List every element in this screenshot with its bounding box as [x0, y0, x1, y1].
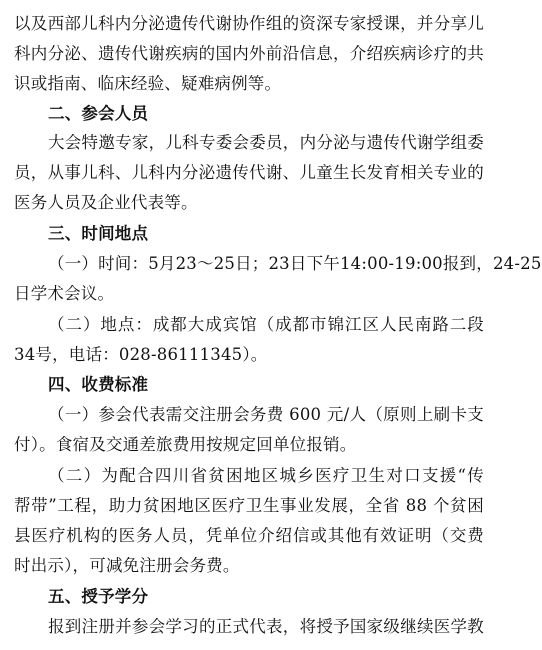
paragraph-line: 帮带”工程，助力贫困地区医疗卫生事业发展，全省 88 个贫困: [14, 496, 484, 515]
paragraph-line: 医务人员及企业代表等。: [14, 193, 198, 212]
paragraph-line: （二）地点：成都大成宾馆（成都市锦江区人民南路二段: [48, 315, 484, 334]
paragraph-line: （二）为配合四川省贫困地区城乡医疗卫生对口支援“传: [48, 466, 484, 485]
paragraph-line: 以及西部儿科内分泌遗传代谢协作组的资深专家授课，并分享儿: [14, 14, 484, 33]
section-heading-time-place: 三、时间地点: [48, 224, 149, 243]
paragraph-line: 县医疗机构的医务人员，凭单位介绍信或其他有效证明（交费: [14, 526, 484, 545]
paragraph-line: （一）参会代表需交注册会务费 600 元/人（原则上刷卡支: [48, 405, 484, 424]
paragraph-line: （一）时间：5月23～25日；23日下午14:00-19:00报到，24-25: [48, 254, 542, 273]
paragraph-line: 科内分泌、遗传代谢疾病的国内外前沿信息，介绍疾病诊疗的共: [14, 44, 484, 63]
paragraph-line: 付）。食宿及交通差旅费用按规定回单位报销。: [14, 435, 357, 454]
paragraph-line: 大会特邀专家，儿科专委会委员，内分泌与遗传代谢学组委: [48, 133, 484, 152]
paragraph-line: 识或指南、临床经验、疑难病例等。: [14, 74, 282, 93]
section-heading-participants: 二、参会人员: [48, 104, 149, 123]
paragraph-line: 报到注册并参会学习的正式代表，将授予国家级继续医学教: [48, 617, 484, 636]
section-heading-credits: 五、授予学分: [48, 587, 149, 606]
paragraph-line: 时出示），可减免注册会务费。: [14, 556, 240, 575]
paragraph-line: 日学术会议。: [14, 284, 115, 303]
paragraph-line: 34号，电话：028-86111345）。: [14, 345, 268, 364]
paragraph-line: 员，从事儿科、儿科内分泌遗传代谢、儿童生长发育相关专业的: [14, 163, 484, 182]
section-heading-fees: 四、收费标准: [48, 375, 149, 394]
